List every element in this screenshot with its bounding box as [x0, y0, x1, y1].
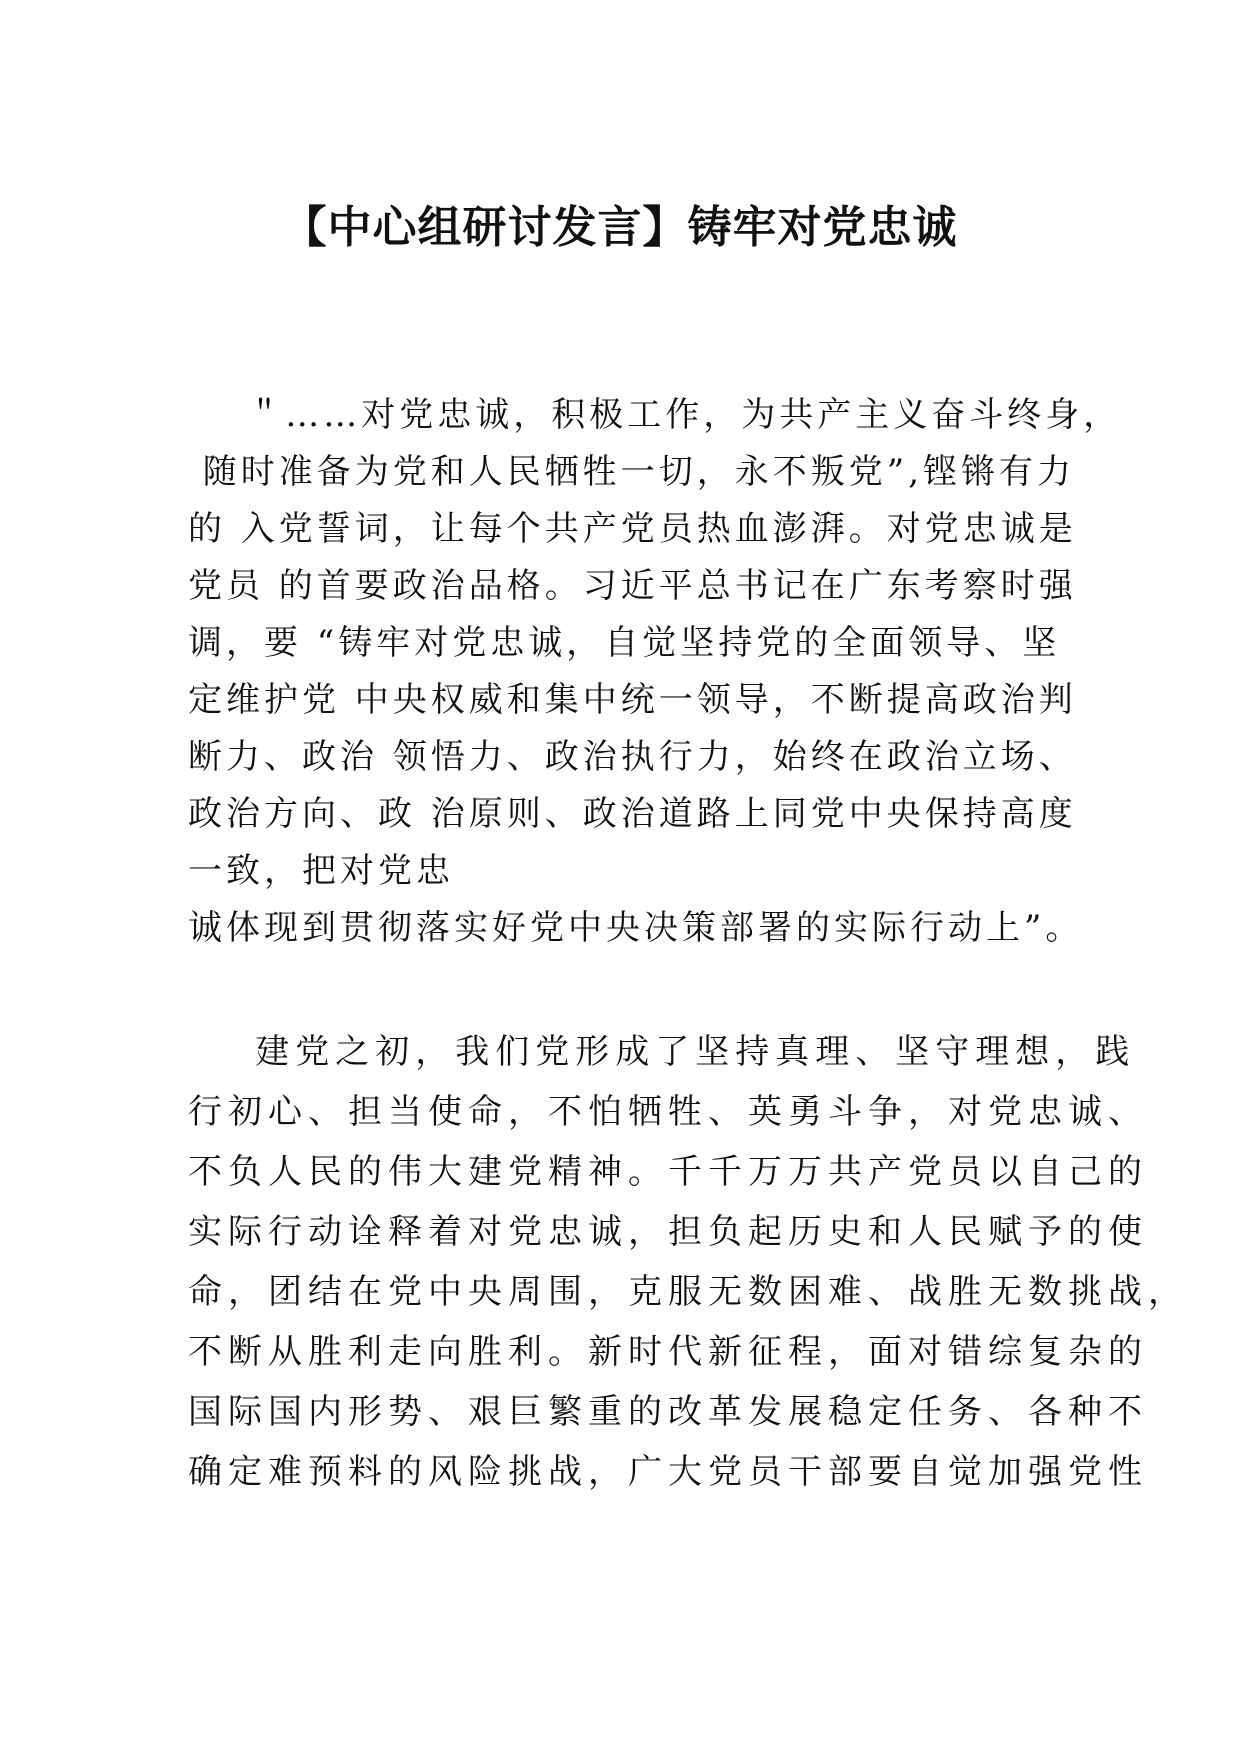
paragraph-line: 定维护党 中央权威和集中统一领导，不断提高政治判 [188, 680, 1077, 720]
paragraph-founding-spirit [188, 1022, 1188, 1502]
paragraph-oath [188, 387, 1122, 957]
paragraph-line: 诚体现到贯彻落实好党中央决策部署的实际行动上”。 [188, 908, 1084, 948]
paragraph-line: 调，要 “铸牢对党忠诚，自觉坚持党的全面领导、坚 [188, 623, 1061, 663]
paragraph-line: 确定难预料的风险挑战，广大党员干部要自觉加强党性 [188, 1452, 1148, 1492]
paragraph-line: 一致，把对党忠 [188, 851, 454, 891]
document-title: 【中心组研讨发言】铸牢对党忠诚 [282, 202, 958, 253]
paragraph-line: 不断从胜利走向胜利。新时代新征程，面对错综复杂的 [188, 1332, 1148, 1372]
paragraph-line: 建党之初，我们党形成了坚持真理、坚守理想，践 [188, 1032, 1136, 1072]
paragraph-line: 政治方向、政 治原则、政治道路上同党中央保持高度 [188, 794, 1077, 834]
paragraph-line: 断力、政治 领悟力、政治执行力，始终在政治立场、 [188, 737, 1077, 777]
paragraph-line: 党员 的首要政治品格。习近平总书记在广东考察时强 [188, 566, 1077, 606]
paragraph-line: 命，团结在党中央周围，克服无数困难、战胜无数挑战， [188, 1272, 1188, 1312]
paragraph-line: 行初心、担当使命，不怕牺牲、英勇斗争，对党忠诚、 [188, 1092, 1148, 1132]
paragraph-line: 不负人民的伟大建党精神。千千万万共产党员以自己的 [188, 1152, 1148, 1192]
paragraph-line: 的 入党誓词，让每个共产党员热血澎湃。对党忠诚是 [188, 509, 1077, 549]
paragraph-line: 国际国内形势、艰巨繁重的改革发展稳定任务、各种不 [188, 1392, 1148, 1432]
paragraph-line: 实际行动诠释着对党忠诚，担负起历史和人民赋予的使 [188, 1212, 1148, 1252]
paragraph-line: ＂……对党忠诚，积极工作，为共产主义奋斗终身， [188, 395, 1122, 435]
paragraph-line: 随时准备为党和人民牺牲一切，永不叛党”,铿锵有力 [188, 452, 1075, 492]
